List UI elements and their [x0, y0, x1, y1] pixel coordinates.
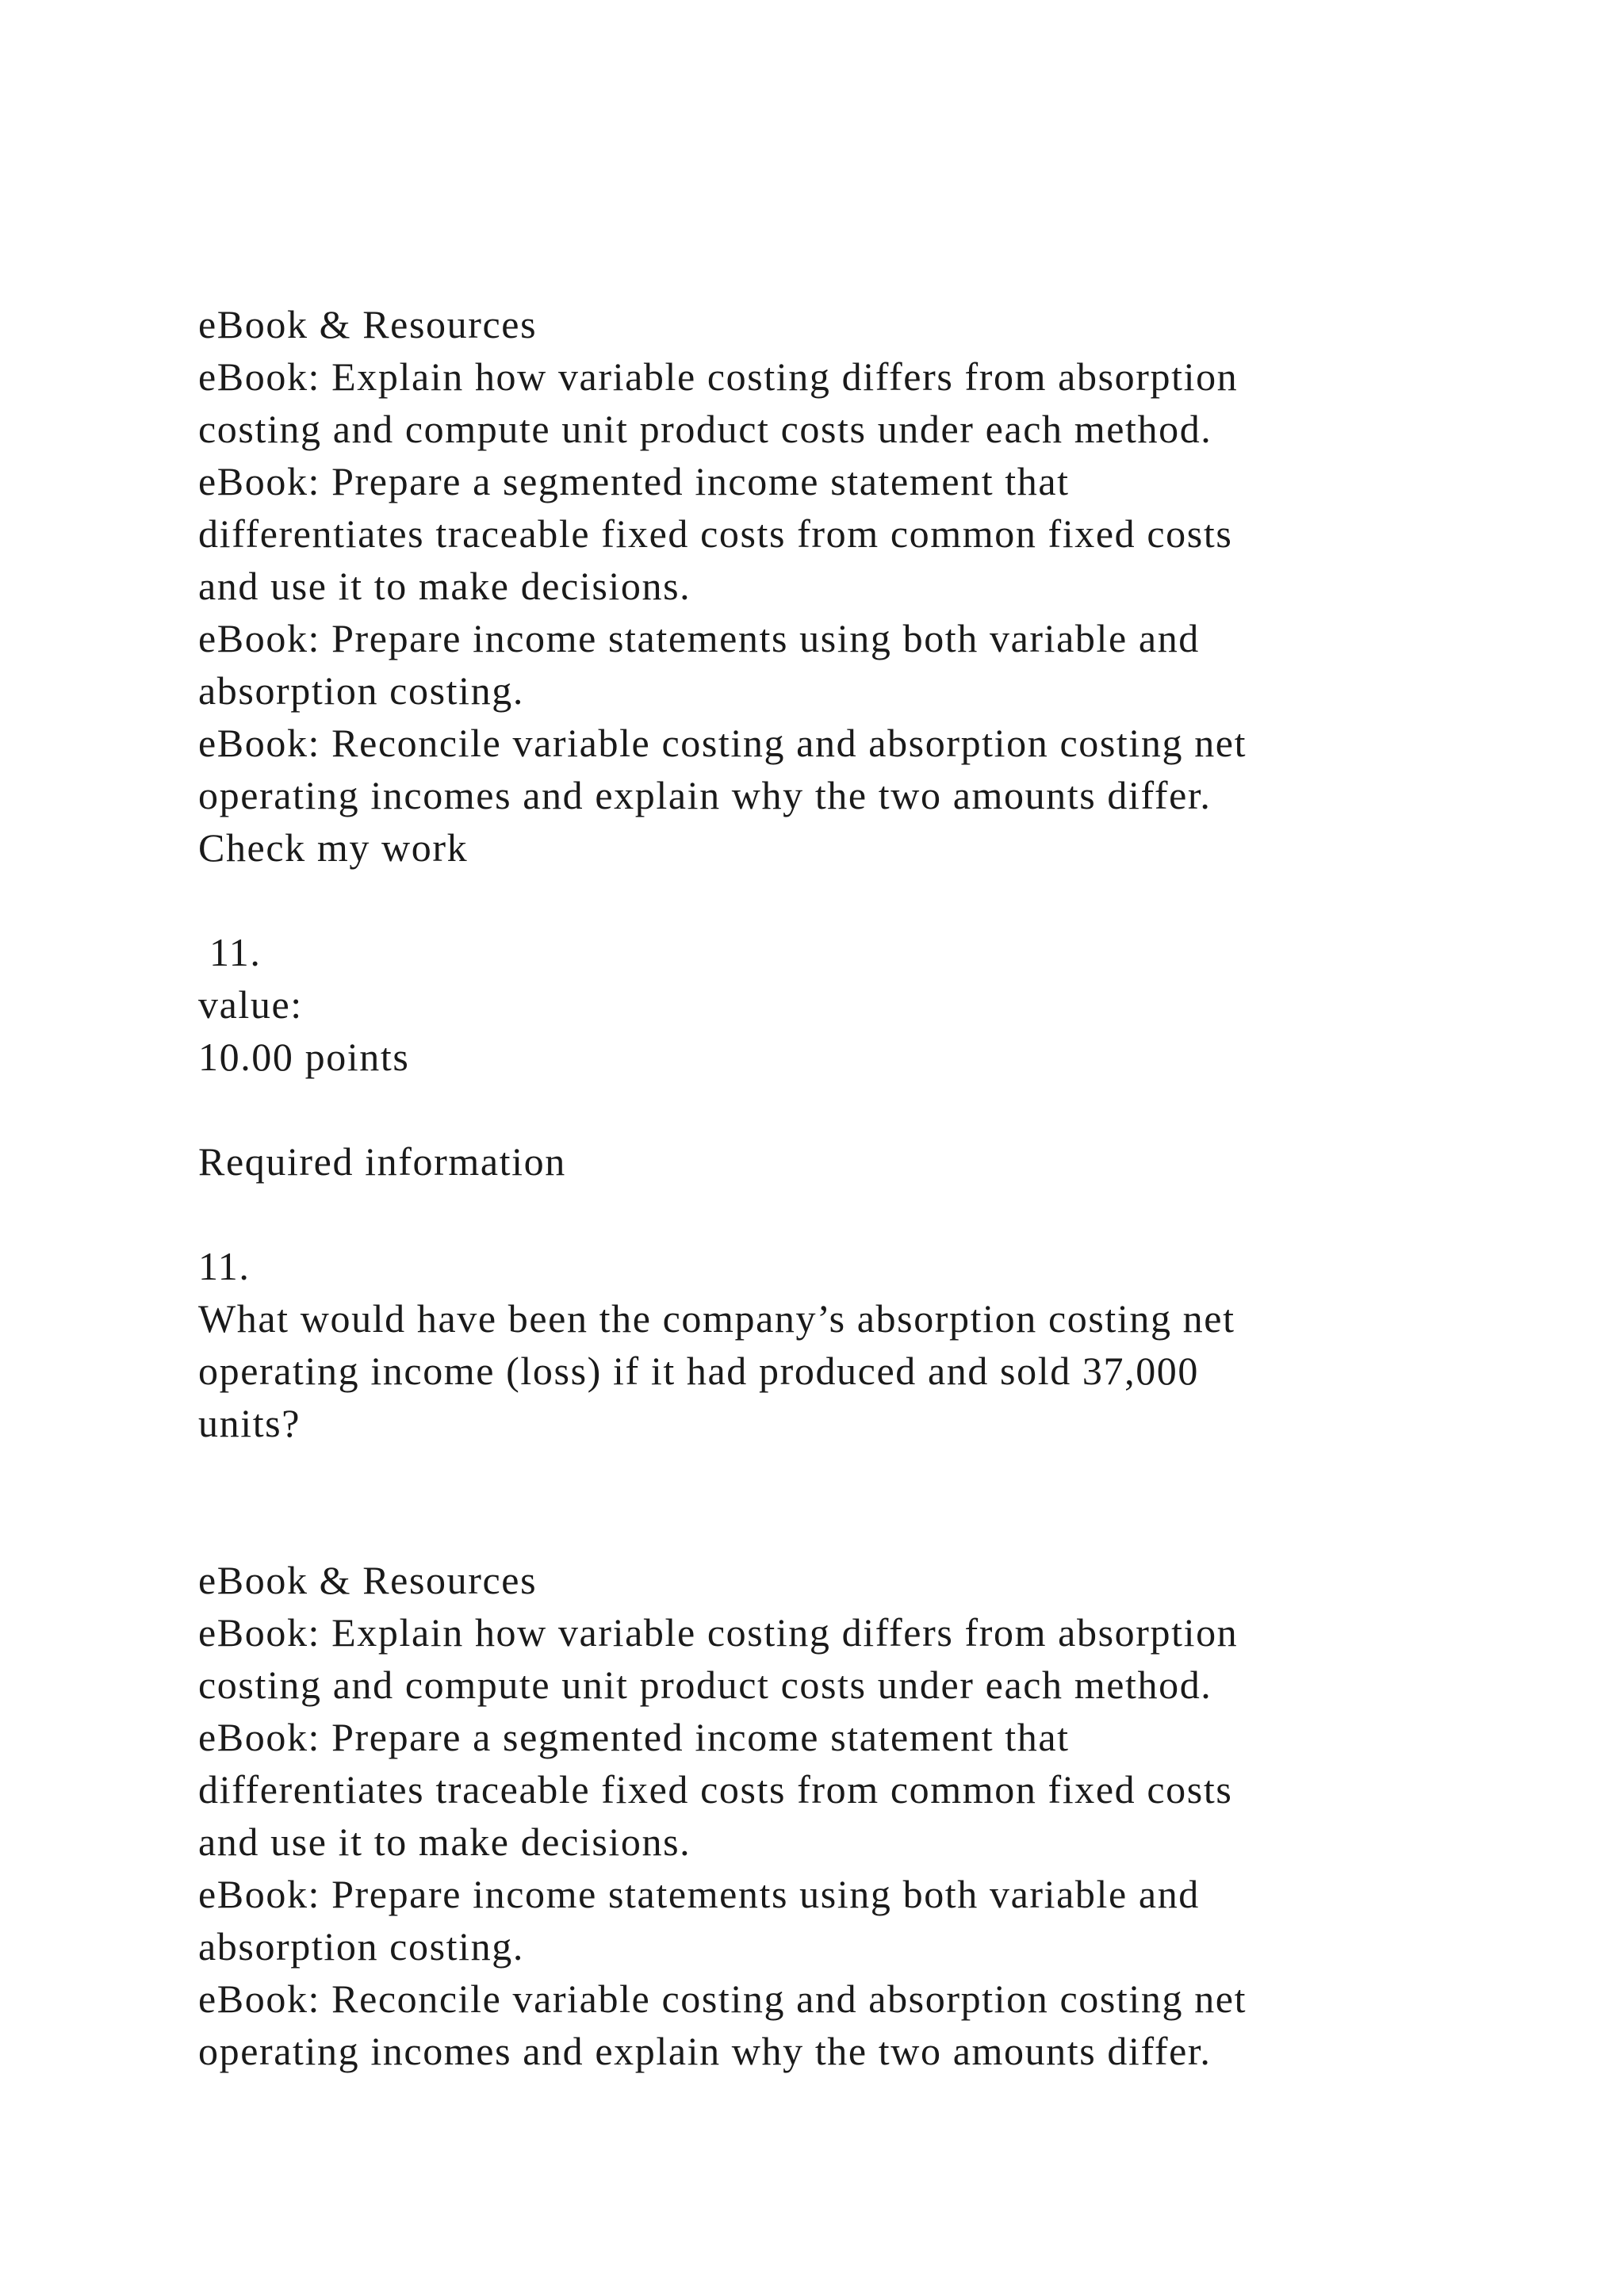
ebook-link-continued[interactable]: absorption costing. [198, 668, 524, 713]
ebook-link-continued[interactable]: absorption costing. [198, 1924, 524, 1969]
spacer [198, 1188, 1467, 1240]
spacer [198, 874, 1467, 926]
ebook-link[interactable]: eBook: Explain how variable costing differs from absorption [198, 1610, 1239, 1655]
ebook-link[interactable]: eBook: Explain how variable costing differs from absorption [198, 354, 1239, 399]
required-information-label: Required information [198, 1139, 566, 1184]
document-content [198, 298, 1467, 2077]
question-text: operating income (loss) if it had produced and sold 37,000 [198, 1349, 1199, 1393]
ebook-link[interactable]: eBook: Reconcile variable costing and absorption costing net [198, 1976, 1247, 2021]
ebook-link-continued[interactable]: operating incomes and explain why the two amounts differ. [198, 2029, 1212, 2073]
spacer [198, 1449, 1467, 1554]
ebook-link-continued[interactable]: and use it to make decisions. [198, 1820, 691, 1864]
ebook-link[interactable]: eBook: Prepare a segmented income statement that [198, 1715, 1070, 1759]
ebook-link-continued[interactable]: operating incomes and explain why the two amounts differ. [198, 773, 1212, 817]
ebook-link-continued[interactable]: costing and compute unit product costs under each method. [198, 407, 1212, 451]
ebook-link-continued[interactable]: differentiates traceable fixed costs from common fixed costs [198, 511, 1233, 556]
question-number: 11. [209, 930, 262, 974]
ebook-link[interactable]: eBook: Prepare income statements using both variable and [198, 1872, 1200, 1916]
ebook-link-continued[interactable]: costing and compute unit product costs under each method. [198, 1663, 1212, 1707]
ebook-link[interactable]: eBook: Prepare income statements using both variable and [198, 616, 1200, 660]
question-text: What would have been the company’s absorption costing net [198, 1296, 1235, 1341]
points-value: 10.00 points [198, 1035, 410, 1079]
resources-heading: eBook & Resources [198, 1558, 538, 1602]
value-label: value: [198, 982, 303, 1027]
question-text: units? [198, 1401, 301, 1445]
check-my-work-button[interactable]: Check my work [198, 825, 469, 870]
ebook-link[interactable]: eBook: Reconcile variable costing and absorption costing net [198, 721, 1247, 765]
ebook-link-continued[interactable]: and use it to make decisions. [198, 564, 691, 608]
ebook-link-continued[interactable]: differentiates traceable fixed costs from common fixed costs [198, 1767, 1233, 1812]
spacer [198, 1083, 1467, 1135]
question-number-repeat: 11. [198, 1244, 251, 1288]
resources-heading: eBook & Resources [198, 302, 538, 346]
ebook-link[interactable]: eBook: Prepare a segmented income statement that [198, 459, 1070, 503]
